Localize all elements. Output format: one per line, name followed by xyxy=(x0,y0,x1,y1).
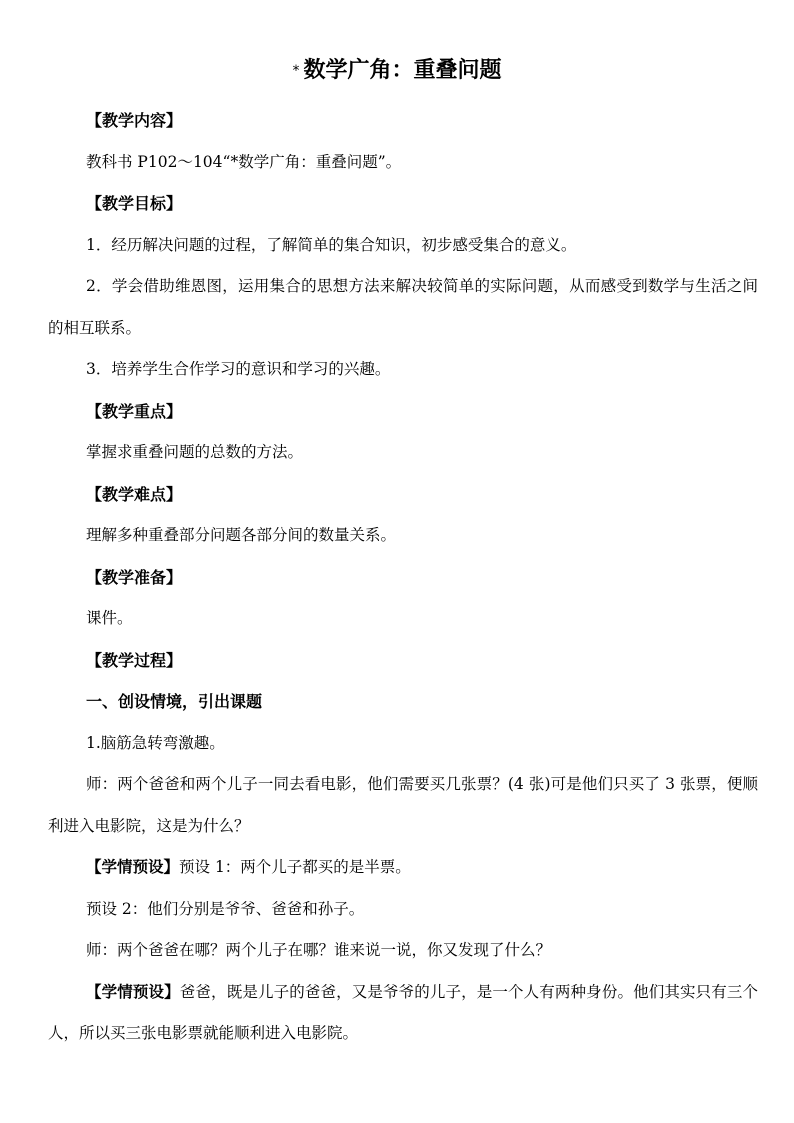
preset-label: 【学情预设】 xyxy=(86,858,180,876)
heading-process: 【教学过程】 xyxy=(86,650,183,670)
teacher-question-2: 师：两个爸爸在哪？两个儿子在哪？谁来说一说，你又发现了什么？ xyxy=(86,941,552,959)
difficulty-text: 理解多种重叠部分问题各部分间的数量关系。 xyxy=(86,526,397,544)
goal-item-1: 1．经历解决问题的过程，了解简单的集合知识，初步感受集合的意义。 xyxy=(86,235,577,254)
teaching-content-text: 教科书 P102～104“*数学广角：重叠问题”。 xyxy=(86,152,402,171)
goal-item-3: 3．培养学生合作学习的意识和学习的兴趣。 xyxy=(86,360,391,378)
heading-preparation: 【教学准备】 xyxy=(86,567,183,587)
preset-text: 爸爸，既是儿子的爸爸，又是爷爷的儿子，是一个人有两种身份。他们其实只有三个人，所以买三张电影票就能顺利进入电影院。 xyxy=(48,982,758,1042)
document-title xyxy=(0,56,794,86)
heading-teaching-goals: 【教学目标】 xyxy=(86,194,183,213)
title-star-mark: * xyxy=(292,63,300,79)
preset-text: 预设 1：两个儿子都买的是半票。 xyxy=(179,858,411,876)
preset-paragraph-1 xyxy=(48,847,758,889)
preset-paragraph-2 xyxy=(48,972,758,1055)
heading-difficulty: 【教学难点】 xyxy=(86,484,183,504)
title-text: 数学广角：重叠问题 xyxy=(303,58,502,83)
preset-label: 【学情预设】 xyxy=(86,982,180,1001)
key-point-text: 掌握求重叠问题的总数的方法。 xyxy=(86,443,304,461)
teacher-question-1: 师：两个爸爸和两个儿子一同去看电影，他们需要买几张票？(4 张)可是他们只买了 3 张票，便顺利进入电影院，这是为什么？ xyxy=(48,775,758,835)
goal-item-2: 2．学会借助维恩图，运用集合的思想方法来解决较简单的实际问题，从而感受到数学与生活之间的相互联系。 xyxy=(48,277,758,337)
preparation-text: 课件。 xyxy=(86,609,133,627)
preset-2-text: 预设 2：他们分别是爷爷、爸爸和孙子。 xyxy=(86,899,365,918)
document-body xyxy=(48,100,758,1055)
heading-teaching-content: 【教学内容】 xyxy=(86,111,183,130)
heading-key-point: 【教学重点】 xyxy=(86,401,183,421)
part-1-heading: 一、创设情境，引出课题 xyxy=(86,692,263,711)
step-1-text: 1.脑筋急转弯激趣。 xyxy=(86,733,225,752)
